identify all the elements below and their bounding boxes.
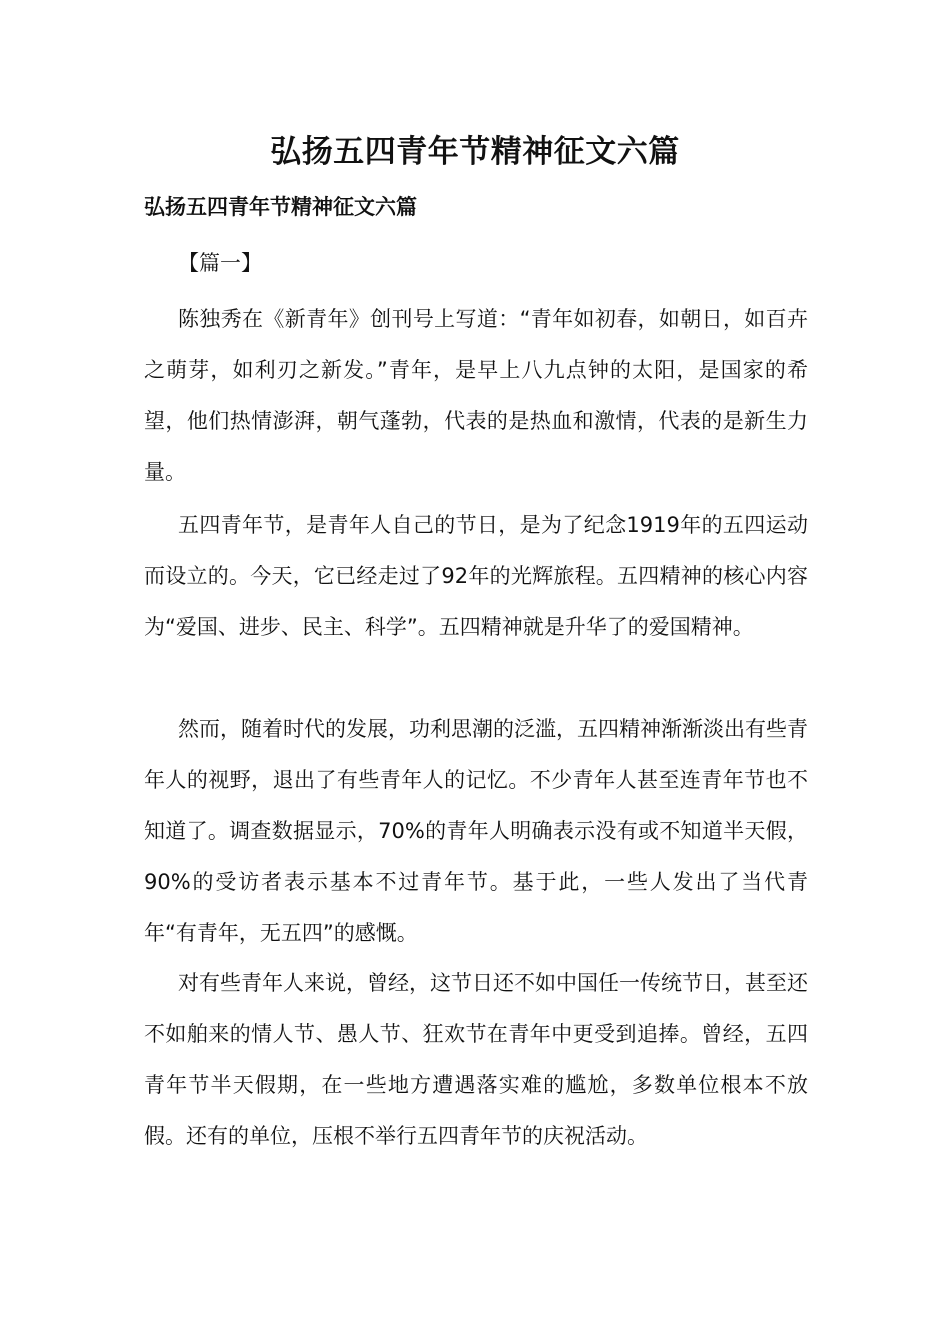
section-label: 【篇一】 [178, 251, 262, 275]
document-subtitle: 弘扬五四青年节精神征文六篇 [144, 195, 417, 219]
paragraph-3: 然而，随着时代的发展，功利思潮的泛滥，五四精神渐渐淡出有些青年人的视野，退出了有些青年人的记忆。不少青年人甚至连青年节也不知道了。调查数据显示，70%的青年人明确表示没有或不知道半天假，90%的受访者表示基本不过青年节。基于此，一些人发出了当代青年“有青年，无五四”的感慨。 [144, 717, 808, 945]
paragraph-2: 五四青年节，是青年人自己的节日，是为了纪念1919年的五四运动而设立的。今天，它已经走过了92年的光辉旅程。五四精神的核心内容为“爱国、进步、民主、科学”。五四精神就是升华了的爱国精神。 [144, 513, 808, 639]
document-title: 弘扬五四青年节精神征文六篇 [270, 134, 680, 170]
paragraph-4: 对有些青年人来说，曾经，这节日还不如中国任一传统节日，甚至还不如舶来的情人节、愚人节、狂欢节在青年中更受到追捧。曾经，五四青年节半天假期，在一些地方遭遇落实难的尴尬，多数单位根本不放假。还有的单位，压根不举行五四青年节的庆祝活动。 [144, 971, 808, 1148]
paragraph-1: 陈独秀在《新青年》创刊号上写道：“青年如初春，如朝日，如百卉之萌芽，如利刃之新发。”青年，是早上八九点钟的太阳，是国家的希望，他们热情澎湃，朝气蓬勃，代表的是热血和激情，代表的是新生力量。 [144, 307, 808, 484]
